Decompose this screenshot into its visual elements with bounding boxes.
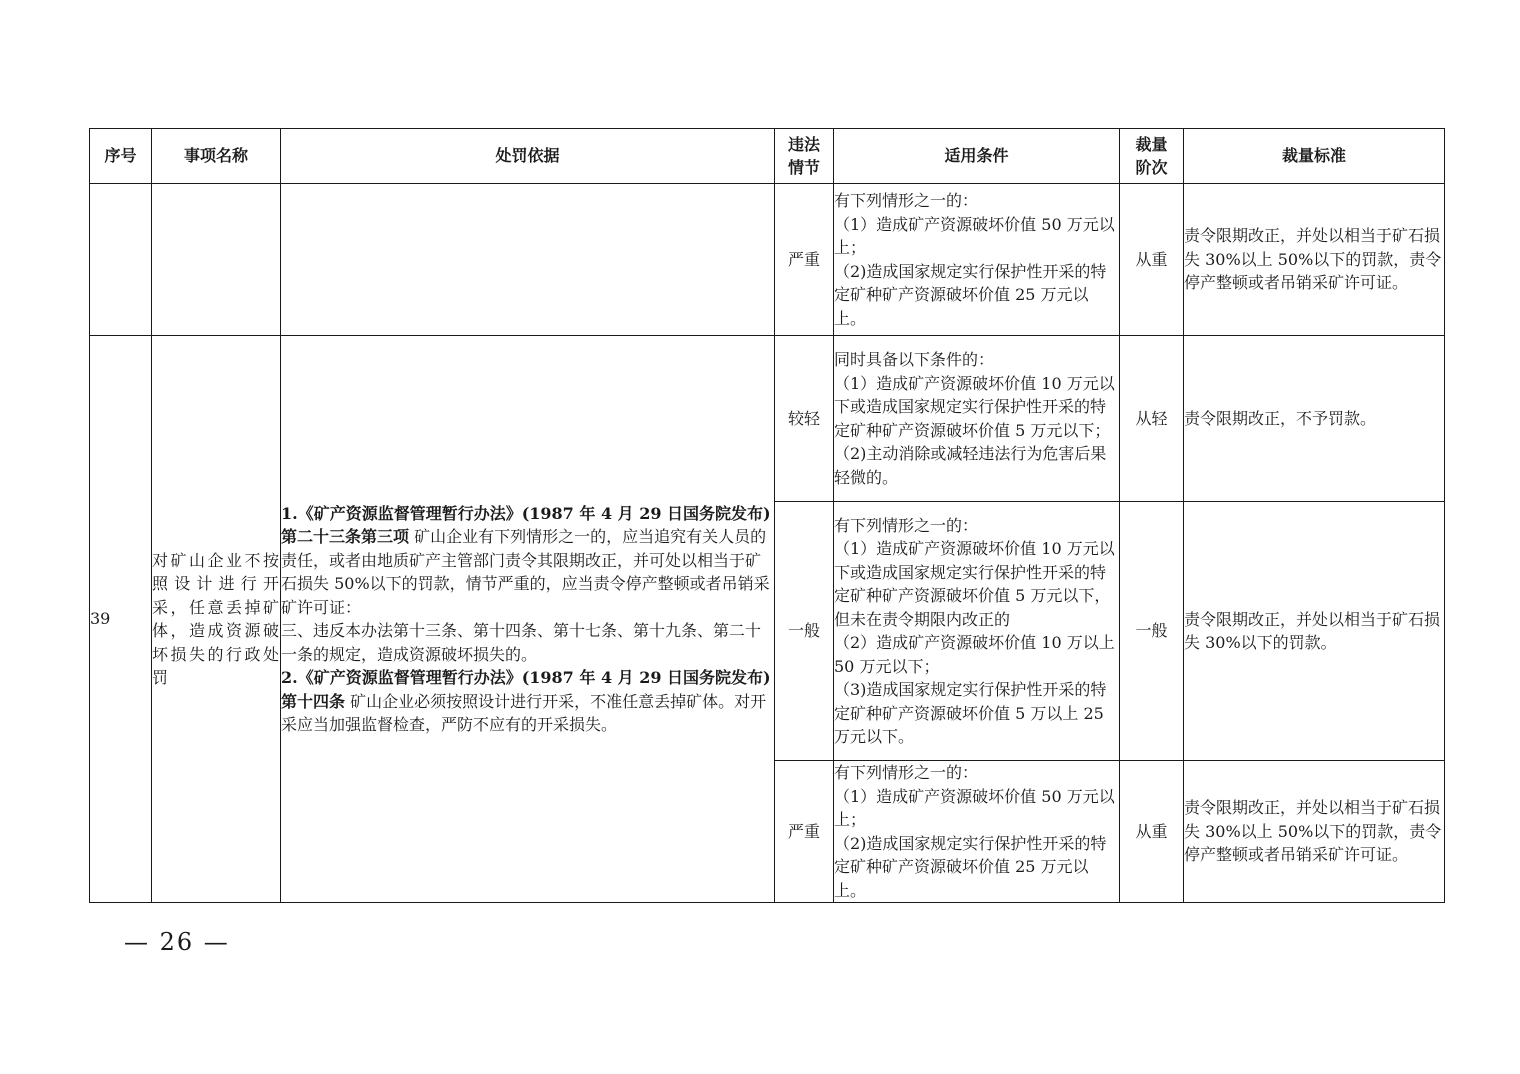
circumstance-cell: 一般 (775, 502, 834, 761)
condition-line: （1）造成矿产资源破坏价值 50 万元以上； (834, 786, 1115, 829)
level-cell: 从重 (1120, 761, 1184, 903)
basis-paragraph-2 (281, 666, 774, 737)
seq-cell: 39 (90, 336, 152, 903)
basis-2-title: 2.《矿产资源监督管理暂行办法》(1987 年 4 月 29 日国务院发布)第十四条 (281, 668, 771, 711)
condition-line: 同时具备以下条件的： (834, 350, 995, 369)
basis-2-text: 矿山企业必须按照设计进行开采，不准任意丢掉矿体。对开采应当加强监督检查，严防不应有的开采损失。 (281, 691, 767, 734)
header-seq: 序号 (90, 129, 152, 184)
header-circumstance (775, 129, 834, 184)
level-cell: 从重 (1120, 184, 1184, 336)
condition-line: （3)造成国家规定实行保护性开采的特定矿种矿产资源破坏价值 5 万以上 25 万元以下。 (834, 680, 1107, 746)
condition-line: （2)造成国家规定实行保护性开采的特定矿种矿产资源破坏价值 25 万元以上。 (834, 261, 1107, 328)
conditions-cell (834, 184, 1120, 336)
circumstance-cell: 严重 (775, 184, 834, 336)
condition-line: 有下列情形之一的： (834, 763, 979, 782)
standard-cell: 责令限期改正，并处以相当于矿石损失 30%以上 50%以下的罚款，责令停产整顿或者吊销采矿许可证。 (1184, 184, 1445, 336)
cont-basis-cell (281, 184, 775, 336)
standard-cell: 责令限期改正，并处以相当于矿石损失 30%以上 50%以下的罚款，责令停产整顿或者吊销采矿许可证。 (1184, 761, 1445, 903)
header-item-name: 事项名称 (152, 129, 281, 184)
header-conditions: 适用条件 (834, 129, 1120, 184)
header-level-line2: 阶次 (1135, 158, 1168, 177)
condition-line: （2）造成矿产资源破坏价值 10 万以上 50 万元以下； (834, 633, 1115, 676)
header-penalty-basis: 处罚依据 (281, 129, 775, 184)
basis-1-text: 矿山企业有下列情形之一的，应当追究有关人员的责任，或者由地质矿产主管部门责令其限期改正，并可处以相当于矿石损失 50%以下的罚款，情节严重的，应当责令停产整顿或者吊销采矿许可证： (281, 527, 770, 617)
condition-line: 有下列情形之一的： (834, 191, 979, 210)
level-cell: 从轻 (1120, 336, 1184, 502)
cont-name-cell (152, 184, 281, 336)
condition-line: 有下列情形之一的： (834, 515, 979, 535)
level-cell: 一般 (1120, 502, 1184, 761)
table-row (90, 336, 1445, 502)
table-header-row (90, 129, 1445, 184)
basis-1-title: 1.《矿产资源监督管理暂行办法》(1987 年 4 月 29 日国务院发布)第二十三条第三项 (281, 503, 771, 546)
conditions-cell (834, 502, 1120, 761)
basis-1-clause: 三、违反本办法第十三条、第十四条、第十七条、第十九条、第二十一条的规定，造成资源破坏损失的。 (281, 621, 762, 664)
condition-line: （1）造成矿产资源破坏价值 10 万元以下或造成国家规定实行保护性开采的特定矿种矿产资源破坏价值 5 万元以下； (834, 373, 1115, 440)
header-circumstance-line1: 违法 (787, 134, 820, 154)
header-level (1120, 129, 1184, 184)
header-standard: 裁量标准 (1184, 129, 1445, 184)
penalty-discretion-table (89, 128, 1445, 903)
condition-line: （1）造成矿产资源破坏价值 50 万元以上； (834, 214, 1115, 257)
circumstance-cell: 严重 (775, 761, 834, 903)
penalty-basis-cell (281, 336, 775, 903)
item-name-cell: 对矿山企业不按照设计进行开采，任意丢掉矿体，造成资源破坏损失的行政处罚 (152, 336, 281, 903)
page-number: — 26 — (124, 928, 230, 956)
conditions-cell (834, 336, 1120, 502)
basis-paragraph-1 (281, 502, 774, 620)
standard-cell: 责令限期改正，不予罚款。 (1184, 336, 1445, 502)
circumstance-cell: 较轻 (775, 336, 834, 502)
header-level-line1: 裁量 (1135, 134, 1168, 154)
condition-line: （1）造成矿产资源破坏价值 10 万元以下或造成国家规定实行保护性开采的特定矿种矿产资源破坏价值 5 万元以下，但未在责令期限内改正的 (834, 539, 1115, 629)
conditions-cell (834, 761, 1120, 903)
standard-cell: 责令限期改正，并处以相当于矿石损失 30%以下的罚款。 (1184, 502, 1445, 761)
header-circumstance-line2: 情节 (787, 158, 820, 177)
condition-line: （2)造成国家规定实行保护性开采的特定矿种矿产资源破坏价值 25 万元以上。 (834, 833, 1107, 900)
cont-seq-cell (90, 184, 152, 336)
table-row (90, 184, 1445, 336)
condition-line: （2)主动消除或减轻违法行为危害后果轻微的。 (834, 444, 1107, 487)
